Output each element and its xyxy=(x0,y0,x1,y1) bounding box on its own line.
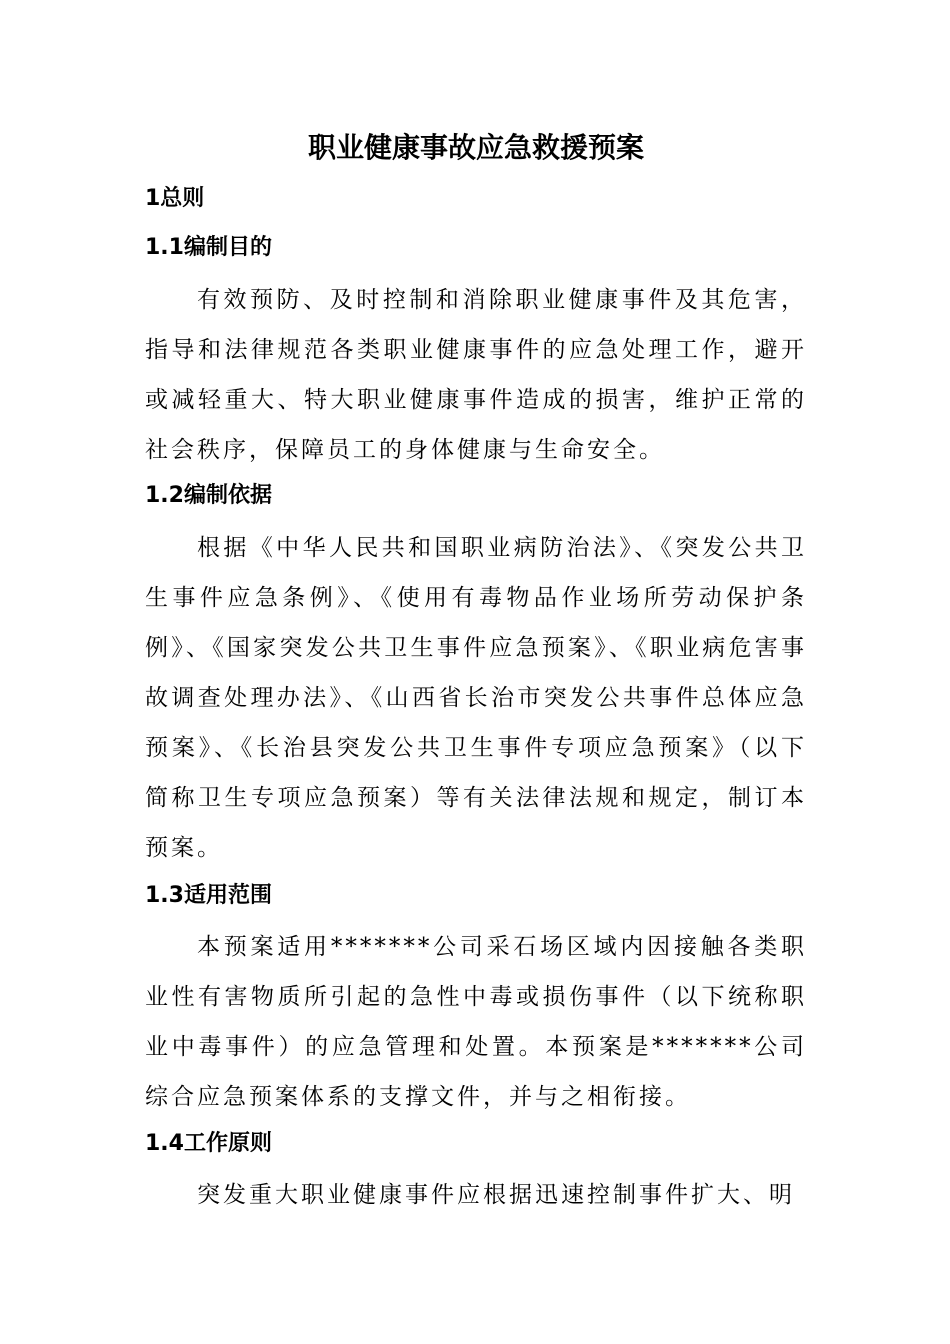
section-heading-scope: 1.3适用范围 xyxy=(145,883,272,908)
section-heading-principles: 1.4工作原则 xyxy=(145,1131,272,1156)
section-heading-general: 1总则 xyxy=(145,186,205,211)
section-heading-purpose: 1.1编制目的 xyxy=(145,235,272,260)
section-heading-basis: 1.2编制依据 xyxy=(145,483,272,508)
paragraph-principles: 突发重大职业健康事件应根据迅速控制事件扩大、明 xyxy=(197,1182,795,1208)
paragraph-basis: 根据《中华人民共和国职业病防治法》、《突发公共卫生事件应急条例》、《使用有毒物品作业场所劳动保护条例》、《国家突发公共卫生事件应急预案》、《职业病危害事故调查处理办法》、《山西省长治市突发公共事件总体应急预案》、《长治县突发公共卫生事件专项应急预案》（以下简称卫生专项应急预案）等有关法律法规和规定，制订本预案。 xyxy=(145,535,807,861)
paragraph-purpose: 有效预防、及时控制和消除职业健康事件及其危害，指导和法律规范各类职业健康事件的应急处理工作，避开或减轻重大、特大职业健康事件造成的损害，维护正常的社会秩序，保障员工的身体健康与生命安全。 xyxy=(145,287,807,463)
document-title: 职业健康事故应急救援预案 xyxy=(307,131,644,164)
paragraph-scope: 本预案适用*******公司采石场区域内因接触各类职业性有害物质所引起的急性中毒或损伤事件（以下统称职业中毒事件）的应急管理和处置。本预案是*******公司综合应急预案体系的支撑文件，并与之相衔接。 xyxy=(145,934,807,1110)
